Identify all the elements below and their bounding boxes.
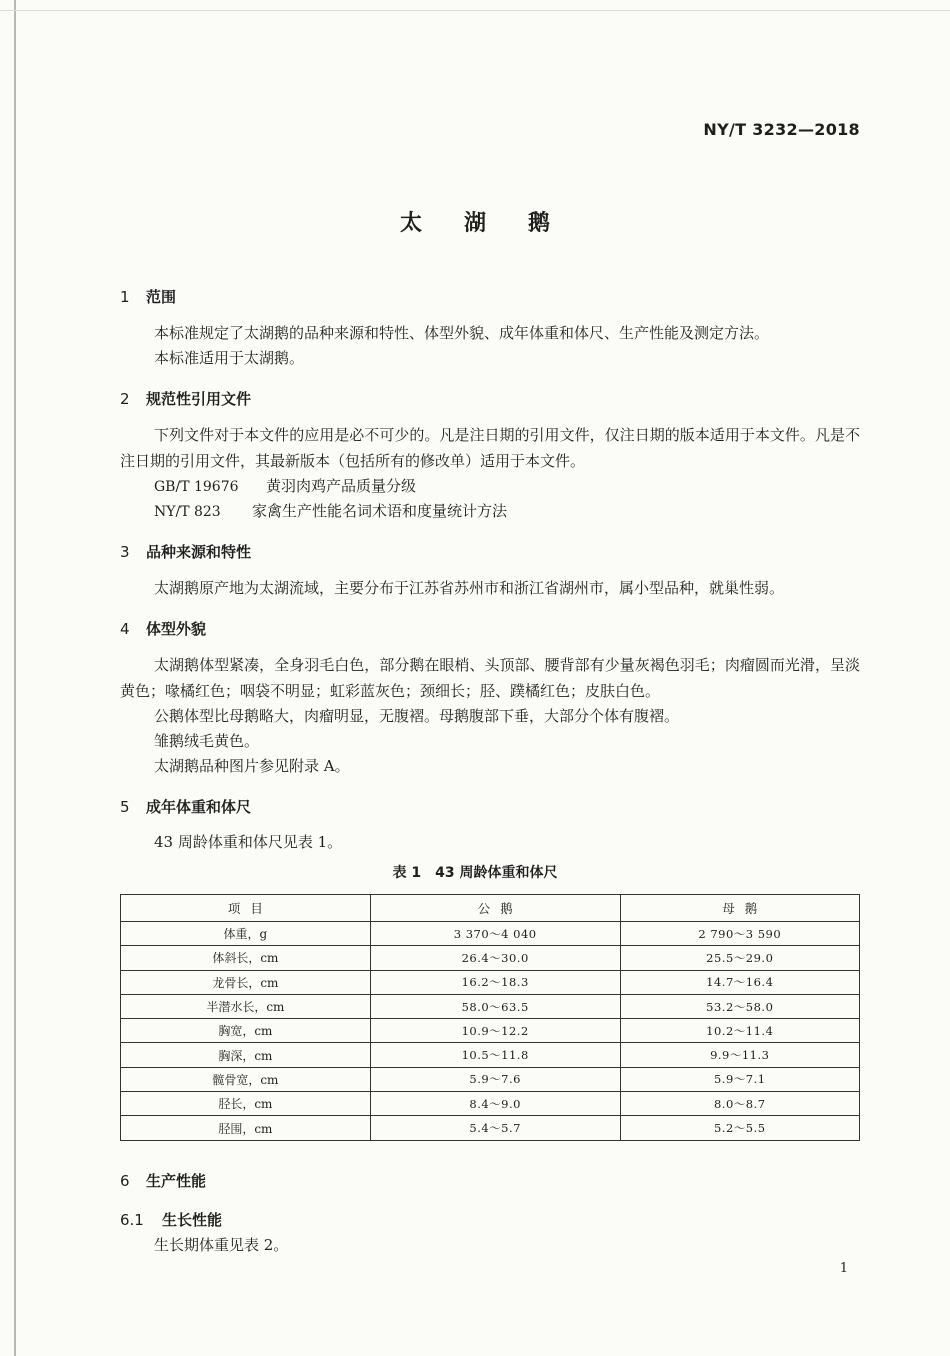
reference-title: 家禽生产性能名词术语和度量统计方法 [252,502,508,520]
male-value-cell: 58.0～63.5 [370,994,620,1018]
normative-reference [154,473,416,500]
section-number: 6.1 [120,1211,144,1229]
normative-reference [154,498,507,525]
reference-code: GB/T 19676 [154,479,239,495]
item-cell: 髋骨宽，cm [121,1067,371,1091]
item-cell: 胫长，cm [121,1092,371,1116]
section-number: 1 [120,288,130,306]
section-number: 6 [120,1172,130,1190]
section-title: 规范性引用文件 [146,390,252,408]
section-title: 生长性能 [162,1211,223,1229]
section-title: 成年体重和体尺 [146,798,252,816]
item-cell: 龙骨长，cm [121,970,371,994]
table-row [121,1043,860,1067]
section-number: 2 [120,390,130,408]
female-value-cell: 53.2～58.0 [620,994,859,1018]
male-value-cell: 10.9～12.2 [370,1019,620,1043]
paragraph: 太湖鹅体型紧凑，全身羽毛白色，部分鹅在眼梢、头顶部、腰背部有少量灰褐色羽毛；肉瘤圆而光滑，呈淡黄色；喙橘红色；咽袋不明显；虹彩蓝灰色；颈细长；胫、蹼橘红色；皮肤白色。 [120,656,860,700]
female-value-cell: 5.2～5.5 [620,1116,859,1140]
section-3-heading [120,541,251,562]
table-header-row [121,895,860,922]
paragraph: 本标准规定了太湖鹅的品种来源和特性、体型外貌、成年体重和体尺、生产性能及测定方法。 [154,324,770,342]
male-value-cell: 16.2～18.3 [370,970,620,994]
item-cell: 体重，g [121,922,371,946]
paragraph: 生长期体重见表 2。 [154,1236,289,1254]
section-6-heading [120,1170,206,1191]
table-row [121,994,860,1018]
item-cell: 胸深，cm [121,1043,371,1067]
paragraph: 43 周龄体重和体尺见表 1。 [154,833,343,851]
document-title: 太湖鹅 [399,211,592,236]
section-title: 体型外貌 [146,620,207,638]
section-4-heading [120,618,206,639]
female-value-cell: 8.0～8.7 [620,1092,859,1116]
male-value-cell: 5.9～7.6 [370,1067,620,1091]
paragraph: 雏鹅绒毛黄色。 [154,732,260,750]
section-number: 5 [120,798,130,816]
male-value-cell: 10.5～11.8 [370,1043,620,1067]
paragraph: 本标准适用于太湖鹅。 [154,349,305,367]
table-row [121,970,860,994]
paragraph: 太湖鹅原产地为太湖流域，主要分布于江苏省苏州市和浙江省湖州市，属小型品种，就巢性弱。 [154,579,785,597]
page-number: 1 [839,1261,848,1276]
section-title: 品种来源和特性 [146,543,252,561]
table-row [121,1067,860,1091]
column-header-item: 项目 [121,895,371,922]
section-title: 范围 [146,288,177,306]
section-2-heading [120,388,251,409]
section-number: 3 [120,543,130,561]
table-row [121,1019,860,1043]
item-cell: 胸宽，cm [121,1019,371,1043]
section-6-1-heading [120,1209,222,1230]
male-value-cell: 3 370～4 040 [370,922,620,946]
paragraph: 太湖鹅品种图片参见附录 A。 [154,757,350,775]
table-body [121,922,860,1141]
scan-edge-top [0,10,950,11]
reference-code: NY/T 823 [154,504,221,520]
column-header-female: 母鹅 [620,895,859,922]
paragraph: 下列文件对于本文件的应用是必不可少的。凡是注日期的引用文件，仅注日期的版本适用于本文件。凡是不注日期的引用文件，其最新版本（包括所有的修改单）适用于本文件。 [120,426,860,470]
male-value-cell: 26.4～30.0 [370,946,620,970]
section-5-heading [120,796,251,817]
male-value-cell: 8.4～9.0 [370,1092,620,1116]
table-row [121,946,860,970]
section-number: 4 [120,620,130,638]
section-1-heading [120,286,176,307]
paragraph: 公鹅体型比母鹅略大，肉瘤明显，无腹褶。母鹅腹部下垂，大部分个体有腹褶。 [154,707,680,725]
item-cell: 半潜水长，cm [121,994,371,1018]
female-value-cell: 9.9～11.3 [620,1043,859,1067]
female-value-cell: 25.5～29.0 [620,946,859,970]
column-header-male: 公鹅 [370,895,620,922]
female-value-cell: 2 790～3 590 [620,922,859,946]
female-value-cell: 5.9～7.1 [620,1067,859,1091]
scan-edge-left [14,0,16,1356]
reference-title: 黄羽肉鸡产品质量分级 [266,477,417,495]
table-row [121,922,860,946]
female-value-cell: 14.7～16.4 [620,970,859,994]
item-cell: 胫围，cm [121,1116,371,1140]
standard-number: NY/T 3232—2018 [703,120,860,139]
item-cell: 体斜长，cm [121,946,371,970]
table-1 [120,894,860,1141]
section-title: 生产性能 [146,1172,207,1190]
table-caption: 表 1 43 周龄体重和体尺 [392,865,558,881]
table-row [121,1116,860,1140]
table-row [121,1092,860,1116]
female-value-cell: 10.2～11.4 [620,1019,859,1043]
male-value-cell: 5.4～5.7 [370,1116,620,1140]
